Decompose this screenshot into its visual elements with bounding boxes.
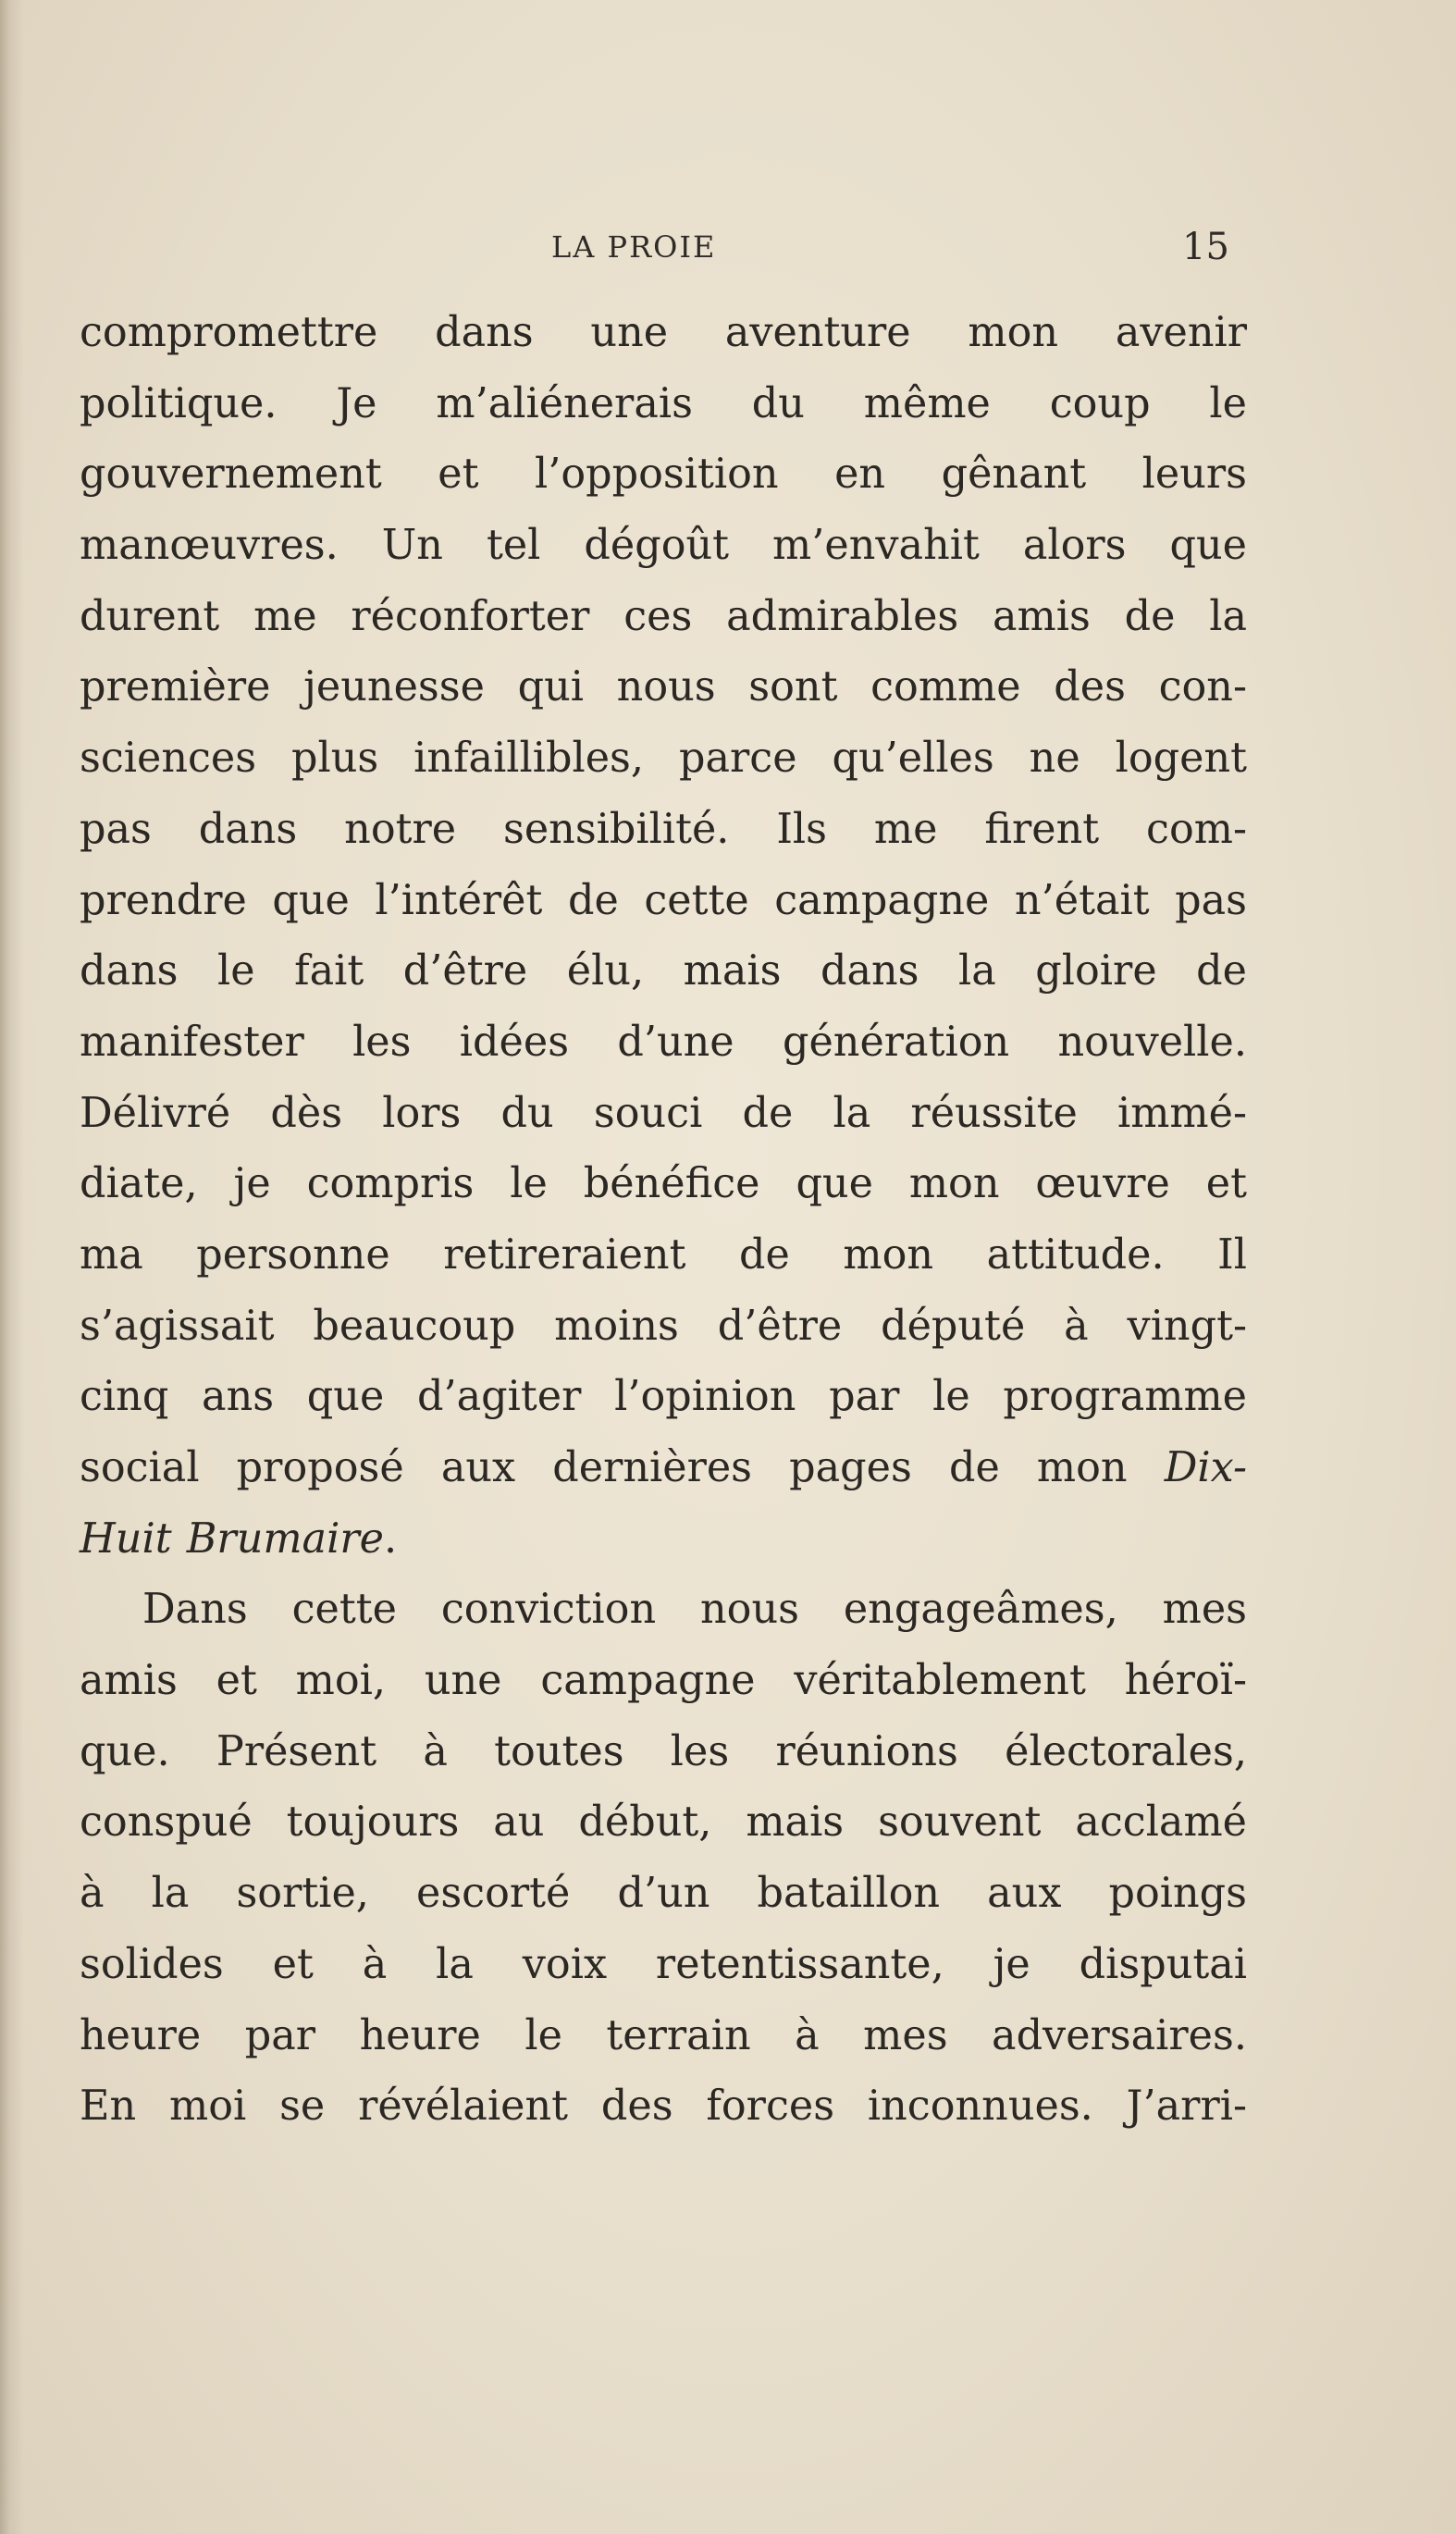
- running-title: LA PROIE: [551, 229, 717, 265]
- text-line: amis et moi, une campagne véritablement héroï-: [80, 1657, 1247, 1705]
- text-line: compromettre dans une aventure mon avenir: [80, 309, 1247, 356]
- text-line: politique. Je m’aliénerais du même coup le: [80, 379, 1247, 427]
- text-line: prendre que l’intérêt de cette campagne n’était pas: [80, 876, 1247, 924]
- book-title-part: Dix-: [1164, 1444, 1247, 1491]
- text-line: première jeunesse qui nous sont comme des con-: [80, 663, 1247, 711]
- page-number: 15: [1182, 226, 1229, 268]
- text-line: cinq ans que d’agiter l’opinion par le programme: [80, 1373, 1247, 1421]
- text-line: durent me réconforter ces admirables amis de la: [80, 592, 1247, 640]
- text-line: heure par heure le terrain à mes adversaires.: [80, 2011, 1247, 2059]
- text-line: En moi se révélaient des forces inconnues. J’arri-: [80, 2083, 1247, 2131]
- text-line: manifester les idées d’une génération nouvelle.: [80, 1018, 1247, 1066]
- text-line: diate, je compris le bénéfice que mon œuvre et: [80, 1160, 1247, 1208]
- paragraph-2: [80, 1575, 1247, 2143]
- paragraph-1: [80, 298, 1247, 1575]
- text-line: Délivré dès lors du souci de la réussite immé-: [80, 1089, 1247, 1137]
- text-line: Dans cette conviction nous engageâmes, mes: [142, 1586, 1247, 1634]
- text-line: s’agissait beaucoup moins d’être député à vingt-: [80, 1302, 1247, 1350]
- line-text: social proposé aux dernières pages de mon: [80, 1444, 1128, 1491]
- text-block: [80, 298, 1247, 2143]
- text-line: gouvernement et l’opposition en gênant leurs: [80, 451, 1247, 499]
- text-line: solides et à la voix retentissante, je disputai: [80, 1940, 1247, 1988]
- running-head: [0, 226, 1456, 276]
- text-line: conspué toujours au début, mais souvent acclamé: [80, 1799, 1247, 1847]
- text-line: [80, 1433, 1247, 1504]
- text-line: dans le fait d’être élu, mais dans la gloire de: [80, 947, 1247, 995]
- page-edge-shadow: [0, 0, 24, 2534]
- text-line: manœuvres. Un tel dégoût m’envahit alors que: [80, 522, 1247, 570]
- book-title-part: Huit Brumaire: [80, 1514, 384, 1563]
- text-line: que. Présent à toutes les réunions électorales,: [80, 1727, 1247, 1775]
- line-text: .: [383, 1514, 398, 1563]
- text-line: à la sortie, escorté d’un bataillon aux poings: [80, 1870, 1247, 1918]
- text-line: ma personne retireraient de mon attitude. Il: [80, 1230, 1247, 1279]
- text-line: pas dans notre sensibilité. Ils me firent com-: [80, 805, 1247, 853]
- text-line: [80, 1504, 1247, 1576]
- text-line: sciences plus infaillibles, parce qu’elles ne logent: [80, 735, 1247, 783]
